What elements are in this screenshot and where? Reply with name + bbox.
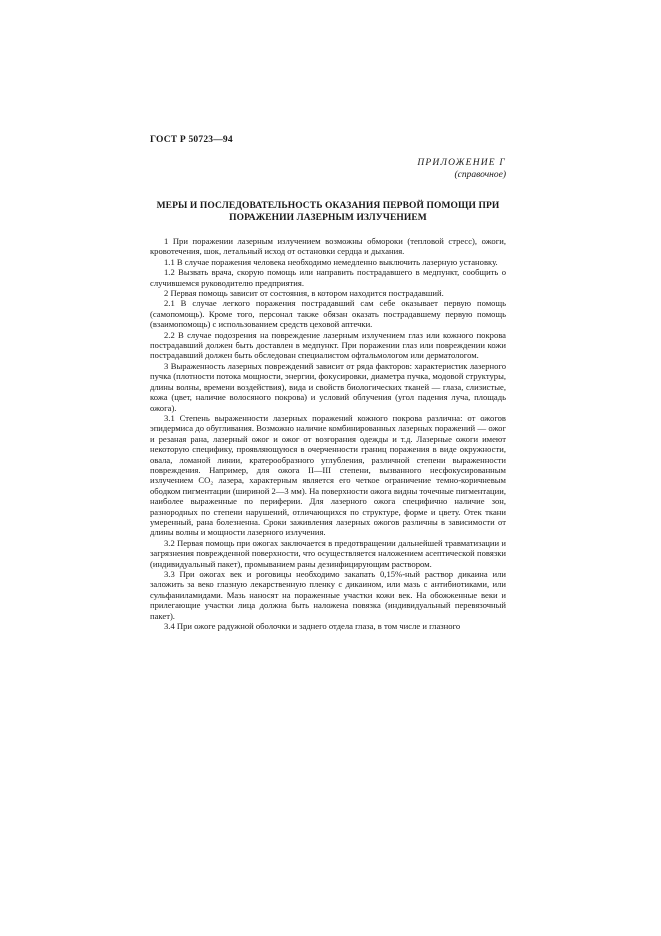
paragraph-1-1: 1.1 В случае поражения человека необходимо немедленно выключить лазерную установку. <box>164 256 498 267</box>
paragraph-3-3: 3.3 При ожогах век и роговицы необходимо закапать 0,15%-ный раствор дикаина или заложить за веко глазную лекарственную пленку с дикаином, или мазь с антибиотиками, или сульфаниламидами. Мазь наносят на пораженные участки кожи век. На обожженные веки и прилегающие участки лица должна быть наложена повязка (индивидуальный перевязочный пакет). <box>150 569 506 621</box>
body-text <box>150 236 506 631</box>
paragraph-2: 2 Первая помощь зависит от состояния, в котором находится пострадавший. <box>164 288 444 299</box>
paragraph-2-1: 2.1 В случае легкого поражения пострадавший сам себе оказывает первую помощь (самопомощь). Кроме того, персонал также обязан оказать пострадавшему первую помощь (взаимопомощь) с использованием средств цеховой аптечки. <box>150 298 506 330</box>
appendix-label <box>417 157 506 181</box>
paragraph-3-2: 3.2 Первая помощь при ожогах заключается в предотвращении дальнейшей травматизации и загрязнения поврежденной поверхности, что осуществляется наложением асептической повязки (индивидуальный пакет), промыванием раны дезинфицирующим раствором. <box>150 537 506 569</box>
appendix-title: ПРИЛОЖЕНИЕ Г <box>417 158 506 168</box>
paragraph-3: 3 Выраженность лазерных повреждений зависит от ряда факторов: характеристик лазерного пучка (плотности потока мощности, энергии, фокусировки, диаметра пучка, модовой структуры, длины волны, времени воздействия), вида и свойств биологических тканей — глаза, слизистые, кожа (цвет, наличие волосяного покрова) и условий облучения (угол падения луча, площадь ожога). <box>150 360 506 413</box>
section-heading: МЕРЫ И ПОСЛЕДОВАТЕЛЬНОСТЬ ОКАЗАНИЯ ПЕРВОЙ ПОМОЩИ ПРИ ПОРАЖЕНИИ ЛАЗЕРНЫМ ИЗЛУЧЕНИЕМ <box>156 201 500 223</box>
appendix-subtitle: (справочное) <box>454 170 506 180</box>
paragraph-3-1: 3.1 Степень выраженности лазерных поражений кожного покрова различна: от ожогов эпидермиса до обугливания. Возможно наличие комбинированных лазерных поражений — ожог и резаная рана, лазерный ожог и ожог от возгорания одежды и т.д. Лазерные ожоги имеют некоторую специфику, проявляющуюся в очерченности границ поражения в виде окружности, овала, ломаной линии, кратерообразного углубления, различной степени выраженности повреждения. Например, для ожога II—III степени, вызванного несфокусированным излучением CO₂ лазера, характерным является его четкое ограничение темно-коричневым ободком пигментации (шириной 2—3 мм). На поверхности ожога видны точечные пигментации, наиболее выраженные по периферии. Для лазерного ожога специфично наличие зон, разнородных по степени нарушений, отличающихся по структуре, форме и цвету. Отек ткани умеренный, рана болезненна. Сроки заживления лазерных ожогов различны в зависимости от длины волны и мощности лазерного излучения. <box>150 412 506 538</box>
paragraph-3-4: 3.4 При ожоге радужной оболочки и заднего отдела глаза, в том числе и глазного <box>164 621 461 632</box>
paragraph-2-2: 2.2 В случае подозрения на повреждение лазерным излучением глаз или кожного покрова пострадавший должен быть доставлен в медпункт. При поражении глаз или повреждении кожи пострадавший должен быть обследован специалистом офтальмологом или дерматологом. <box>150 329 506 361</box>
document-code: ГОСТ Р 50723—94 <box>150 135 233 145</box>
paragraph-1: 1 При поражении лазерным излучением возможны обмороки (тепловой стресс), ожоги, кровотечения, шок, летальный исход от остановки сердца и дыхания. <box>150 236 506 257</box>
paragraph-1-2: 1.2 Вызвать врача, скорую помощь или направить пострадавшего в медпункт, сообщить о случившемся руководителю предприятия. <box>150 267 506 288</box>
